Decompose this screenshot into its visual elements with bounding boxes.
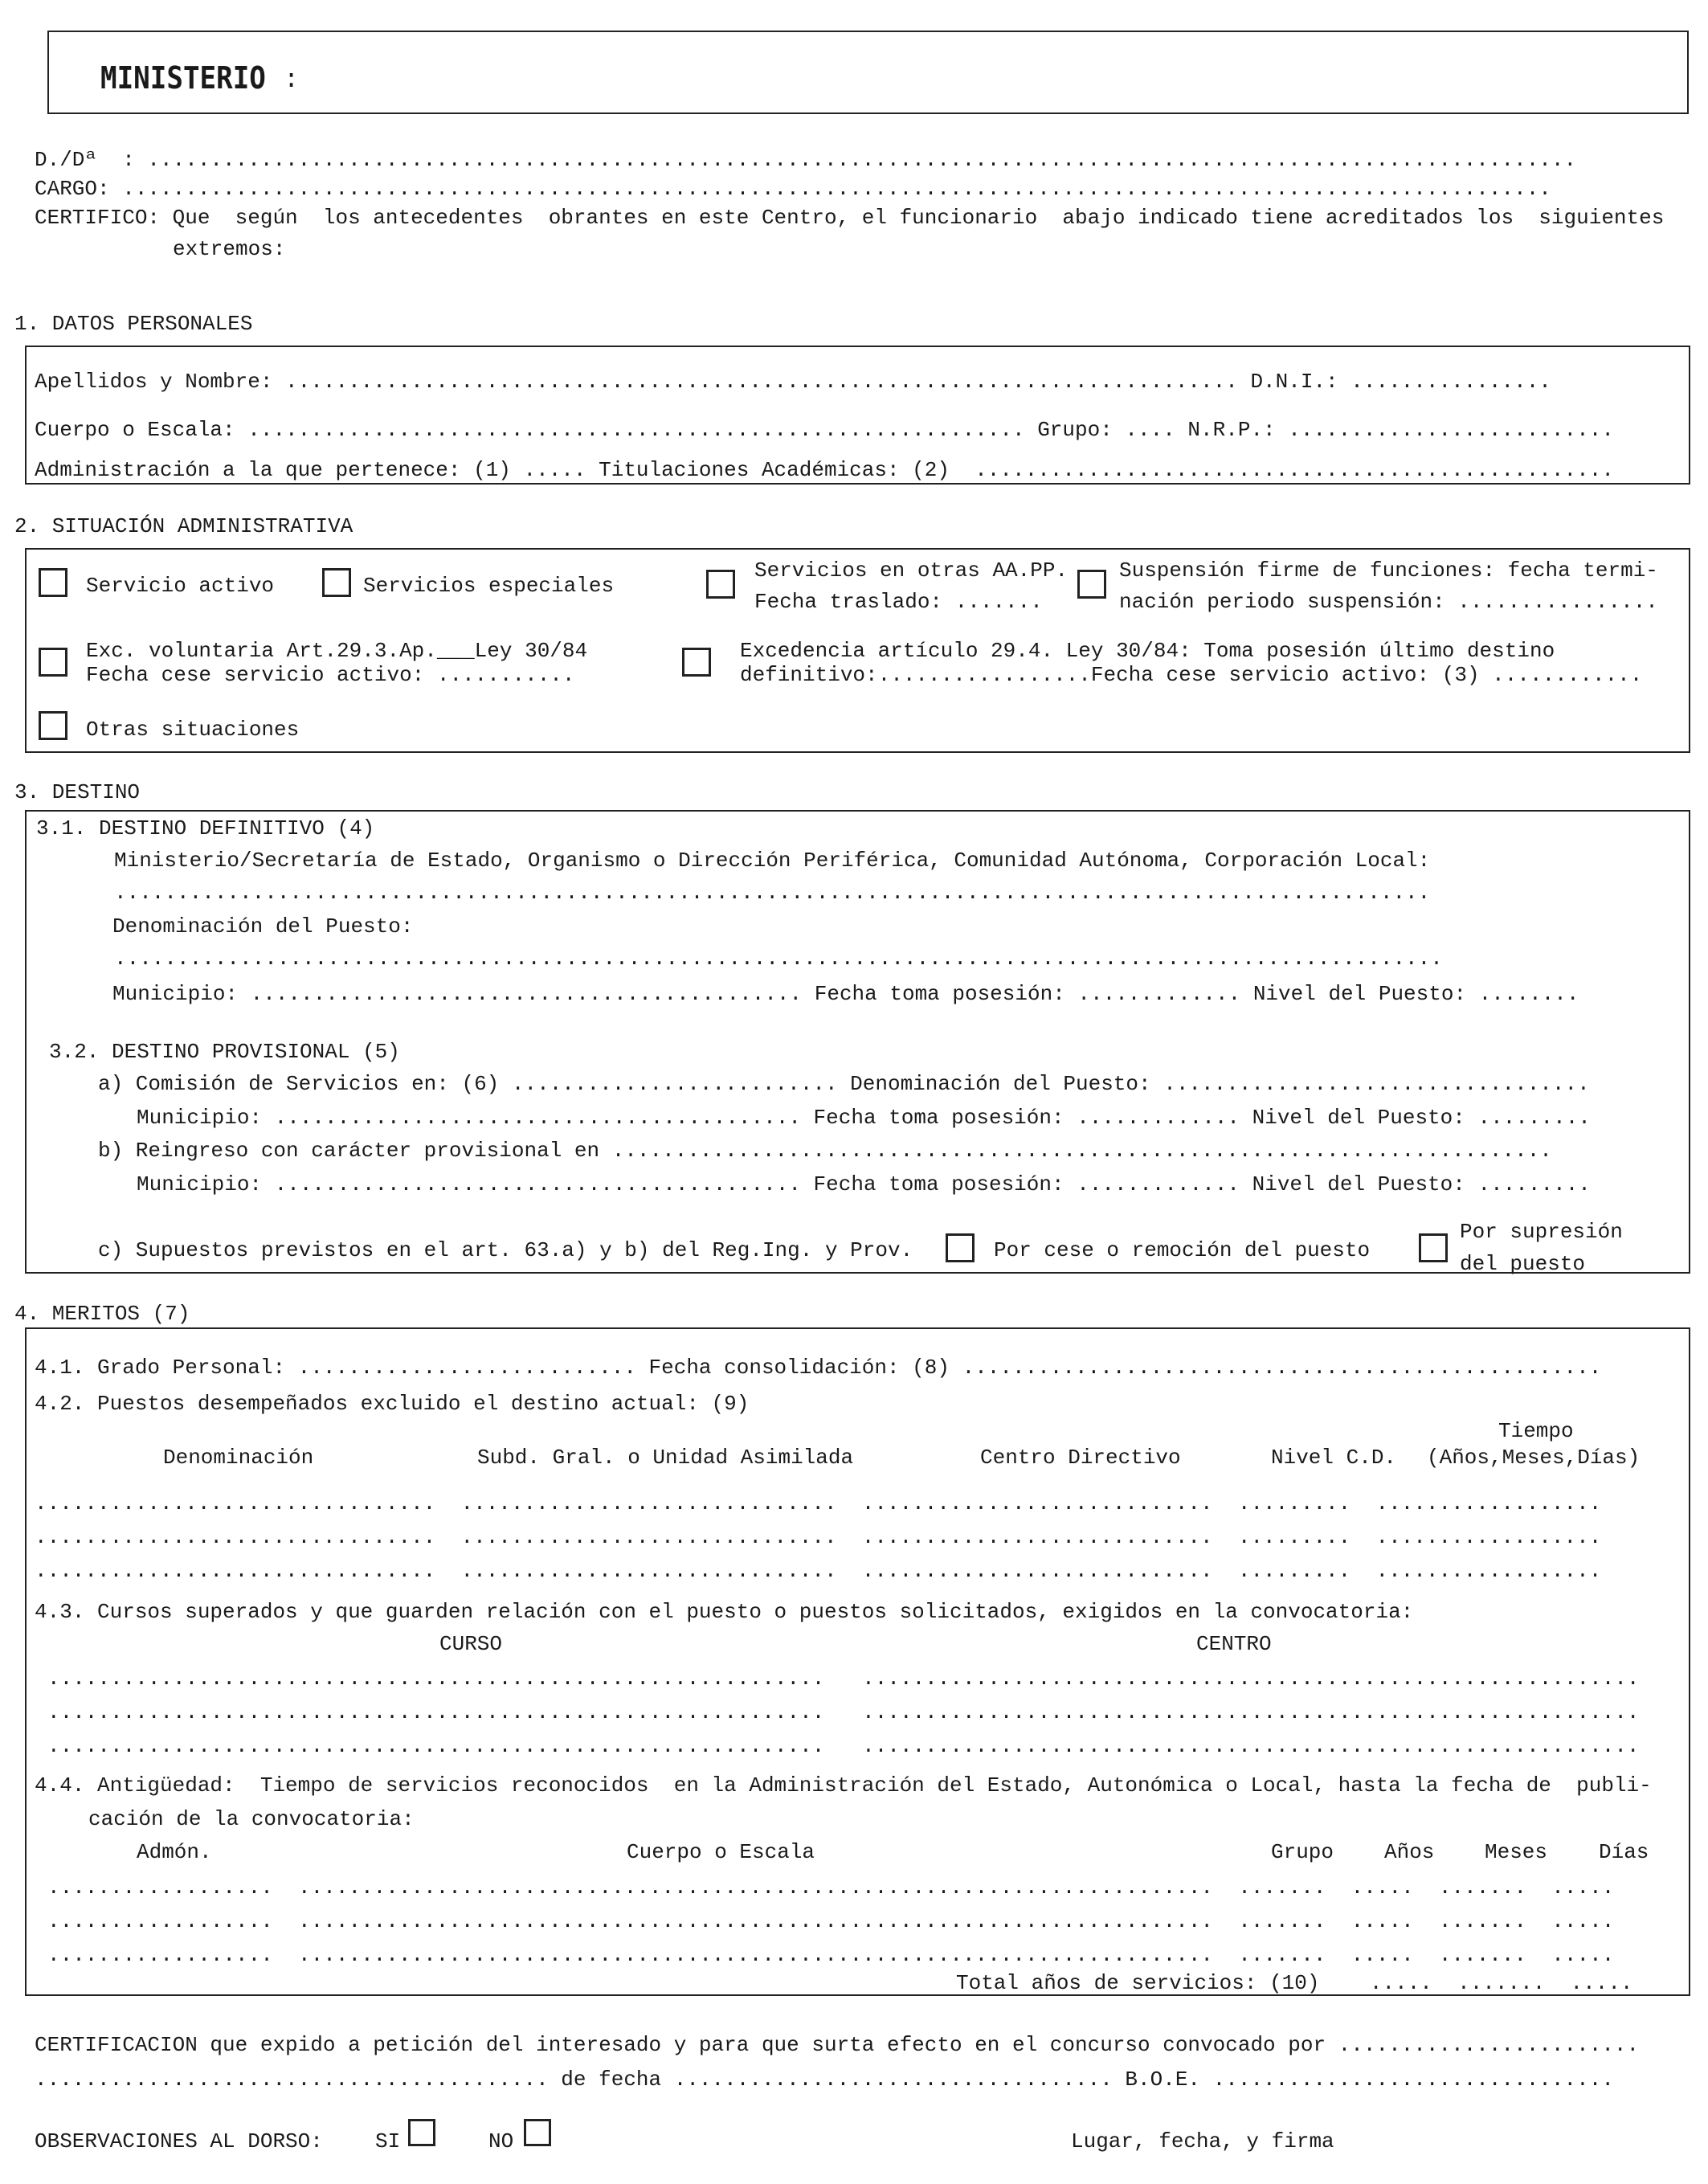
definitivo-denominacion-label: Denominación del Puesto: xyxy=(112,914,414,939)
exc-voluntaria-label-2[interactable]: Fecha cese servicio activo: ........... xyxy=(86,663,575,687)
provisional-c-label: c) Supuestos previstos en el art. 63.a) y b) del Reg.Ing. y Prov. xyxy=(98,1238,913,1262)
provisional-b-municipio-line[interactable]: Municipio: .......................................... Fecha toma posesión: ............. Nivel del Puesto: ......... xyxy=(137,1172,1591,1196)
lugar-fecha-firma: Lugar, fecha, y firma xyxy=(1071,2129,1334,2153)
col-tiempo-1: Tiempo xyxy=(1498,1419,1574,1443)
col-admon: Admón. xyxy=(137,1840,212,1864)
certificacion-line-2[interactable]: ......................................... de fecha ................................... B.O.E. ................................ xyxy=(35,2067,1614,2092)
no-checkbox[interactable] xyxy=(524,2119,551,2146)
destino-definitivo-title: 3.1. DESTINO DEFINITIVO (4) xyxy=(36,816,375,840)
col-centro-directivo: Centro Directivo xyxy=(980,1446,1181,1470)
col-cuerpo-escala: Cuerpo o Escala xyxy=(627,1840,815,1864)
puestos-desempenados-label: 4.2. Puestos desempeñados excluido el destino actual: (9) xyxy=(35,1392,750,1416)
antiguedad-label-1: 4.4. Antigüedad: Tiempo de servicios reconocidos en la Administración del Estado, Autonómica o Local, hasta la fecha de publi- xyxy=(35,1773,1652,1798)
certifico-line-2: extremos: xyxy=(173,237,286,261)
antiguedad-row[interactable]: .................. ......................................................................... ....... ..... ....... ..... xyxy=(47,1909,1615,1933)
no-label: NO xyxy=(488,2129,514,2153)
supresion-checkbox[interactable] xyxy=(1419,1233,1448,1262)
certifico-line-1: CERTIFICO: Que según los antecedentes obrantes en este Centro, el funcionario abajo indicado tiene acreditados los siguientes xyxy=(35,206,1665,230)
suspension-label-1: Suspensión firme de funciones: fecha termi- xyxy=(1119,558,1658,583)
definitivo-denominacion-dots[interactable]: .......................................................................................................... xyxy=(114,947,1443,971)
antiguedad-label-2: cación de la convocatoria: xyxy=(88,1807,415,1831)
ministerio-label: MINISTERIO xyxy=(100,60,266,96)
servicios-especiales-checkbox[interactable] xyxy=(322,568,351,597)
puestos-row[interactable]: ................................ .............................. ............................ ......... .................. xyxy=(35,1525,1602,1549)
antiguedad-row[interactable]: .................. ......................................................................... ....... ..... ....... ..... xyxy=(47,1943,1615,1967)
section-1-title: 1. DATOS PERSONALES xyxy=(14,312,253,336)
cargo-line[interactable]: CARGO: .................................................................................................................. xyxy=(35,177,1551,201)
certificacion-line-1[interactable]: CERTIFICACION que expido a petición del interesado y para que surta efecto en el concurso convocado por ........................ xyxy=(35,2033,1640,2057)
provisional-a-line[interactable]: a) Comisión de Servicios en: (6) .......................... Denominación del Puesto: .................................. xyxy=(98,1072,1590,1096)
cese-remocion-checkbox[interactable] xyxy=(946,1233,975,1262)
section-3-title: 3. DESTINO xyxy=(14,780,141,804)
supresion-label-2: del puesto xyxy=(1460,1252,1586,1276)
excedencia-label-2[interactable]: definitivo:.................Fecha cese servicio activo: (3) ............ xyxy=(740,663,1643,687)
section-2-title: 2. SITUACIÓN ADMINISTRATIVA xyxy=(14,514,353,538)
suspension-label-2[interactable]: nación periodo suspensión: ................ xyxy=(1119,590,1658,614)
cursos-label: 4.3. Cursos superados y que guarden relación con el puesto o puestos solicitados, exigidos en la convocatoria: xyxy=(35,1600,1414,1624)
provisional-b-line[interactable]: b) Reingreso con carácter provisional en ........................................................................... xyxy=(98,1139,1552,1163)
otras-aapp-checkbox[interactable] xyxy=(706,570,735,599)
col-nivel-cd: Nivel C.D. xyxy=(1271,1446,1397,1470)
cuerpo-escala-line[interactable]: Cuerpo o Escala: .............................................................. Grupo: .... N.R.P.: .......................... xyxy=(35,418,1614,442)
destino-provisional-title: 3.2. DESTINO PROVISIONAL (5) xyxy=(49,1040,400,1064)
col-tiempo-2: (Años,Meses,Días) xyxy=(1427,1446,1641,1470)
suspension-checkbox[interactable] xyxy=(1077,570,1106,599)
supresion-label-1: Por supresión xyxy=(1460,1220,1623,1244)
si-label: SI xyxy=(375,2129,401,2153)
excedencia-checkbox[interactable] xyxy=(682,648,711,677)
col-curso: CURSO xyxy=(439,1632,503,1656)
otras-situaciones-label: Otras situaciones xyxy=(86,718,300,742)
apellidos-nombre-line[interactable]: Apellidos y Nombre: ............................................................................ D.N.I.: ................ xyxy=(35,370,1551,394)
excedencia-label-1: Excedencia artículo 29.4. Ley 30/84: Toma posesión último destino xyxy=(740,639,1555,663)
definitivo-organismo-label: Ministerio/Secretaría de Estado, Organismo o Dirección Periférica, Comunidad Autónoma, Corporación Local: xyxy=(114,849,1431,873)
servicio-activo-checkbox[interactable] xyxy=(39,568,67,597)
grado-personal-line[interactable]: 4.1. Grado Personal: ........................... Fecha consolidación: (8) ................................................... xyxy=(35,1356,1602,1380)
col-grupo: Grupo xyxy=(1271,1840,1334,1864)
col-subd-gral: Subd. Gral. o Unidad Asimilada xyxy=(477,1446,854,1470)
cursos-row[interactable]: .............................................................. .............................................................. xyxy=(47,1667,1640,1691)
servicios-especiales-label: Servicios especiales xyxy=(363,574,615,598)
otras-situaciones-checkbox[interactable] xyxy=(39,711,67,740)
antiguedad-row[interactable]: .................. ......................................................................... ....... ..... ....... ..... xyxy=(47,1875,1615,1900)
exc-voluntaria-label-1: Exc. voluntaria Art.29.3.Ap.___Ley 30/84 xyxy=(86,639,588,663)
exc-voluntaria-checkbox[interactable] xyxy=(39,648,67,677)
col-meses: Meses xyxy=(1485,1840,1548,1864)
puestos-row[interactable]: ................................ .............................. ............................ ......... .................. xyxy=(35,1559,1602,1583)
servicio-activo-label: Servicio activo xyxy=(86,574,275,598)
col-denominacion: Denominación xyxy=(163,1446,314,1470)
observaciones-label: OBSERVACIONES AL DORSO: xyxy=(35,2129,323,2153)
col-anios: Años xyxy=(1384,1840,1435,1864)
col-dias: Días xyxy=(1599,1840,1649,1864)
dd-line[interactable]: D./Dª : .................................................................................................................. xyxy=(35,148,1577,172)
cursos-row[interactable]: .............................................................. .............................................................. xyxy=(47,1700,1640,1724)
ministerio-colon: : xyxy=(284,65,300,95)
cese-remocion-label: Por cese o remoción del puesto xyxy=(994,1238,1371,1262)
section-4-title: 4. MERITOS (7) xyxy=(14,1302,190,1326)
cursos-row[interactable]: .............................................................. .............................................................. xyxy=(47,1734,1640,1758)
otras-aapp-label-1: Servicios en otras AA.PP. xyxy=(754,558,1069,583)
definitivo-organismo-dots[interactable]: ......................................................................................................... xyxy=(114,881,1431,905)
total-anios-servicios[interactable]: Total años de servicios: (10) ..... ....... ..... xyxy=(956,1971,1633,1995)
administracion-line[interactable]: Administración a la que pertenece: (1) ..... Titulaciones Académicas: (2) ................................................... xyxy=(35,458,1614,482)
col-centro: CENTRO xyxy=(1196,1632,1272,1656)
otras-aapp-label-2[interactable]: Fecha traslado: ....... xyxy=(754,590,1043,614)
provisional-a-municipio-line[interactable]: Municipio: .......................................... Fecha toma posesión: ............. Nivel del Puesto: ......... xyxy=(137,1106,1591,1130)
puestos-row[interactable]: ................................ .............................. ............................ ......... .................. xyxy=(35,1491,1602,1515)
definitivo-municipio-line[interactable]: Municipio: ............................................ Fecha toma posesión: ............. Nivel del Puesto: ........ xyxy=(112,982,1579,1006)
si-checkbox[interactable] xyxy=(408,2119,435,2146)
